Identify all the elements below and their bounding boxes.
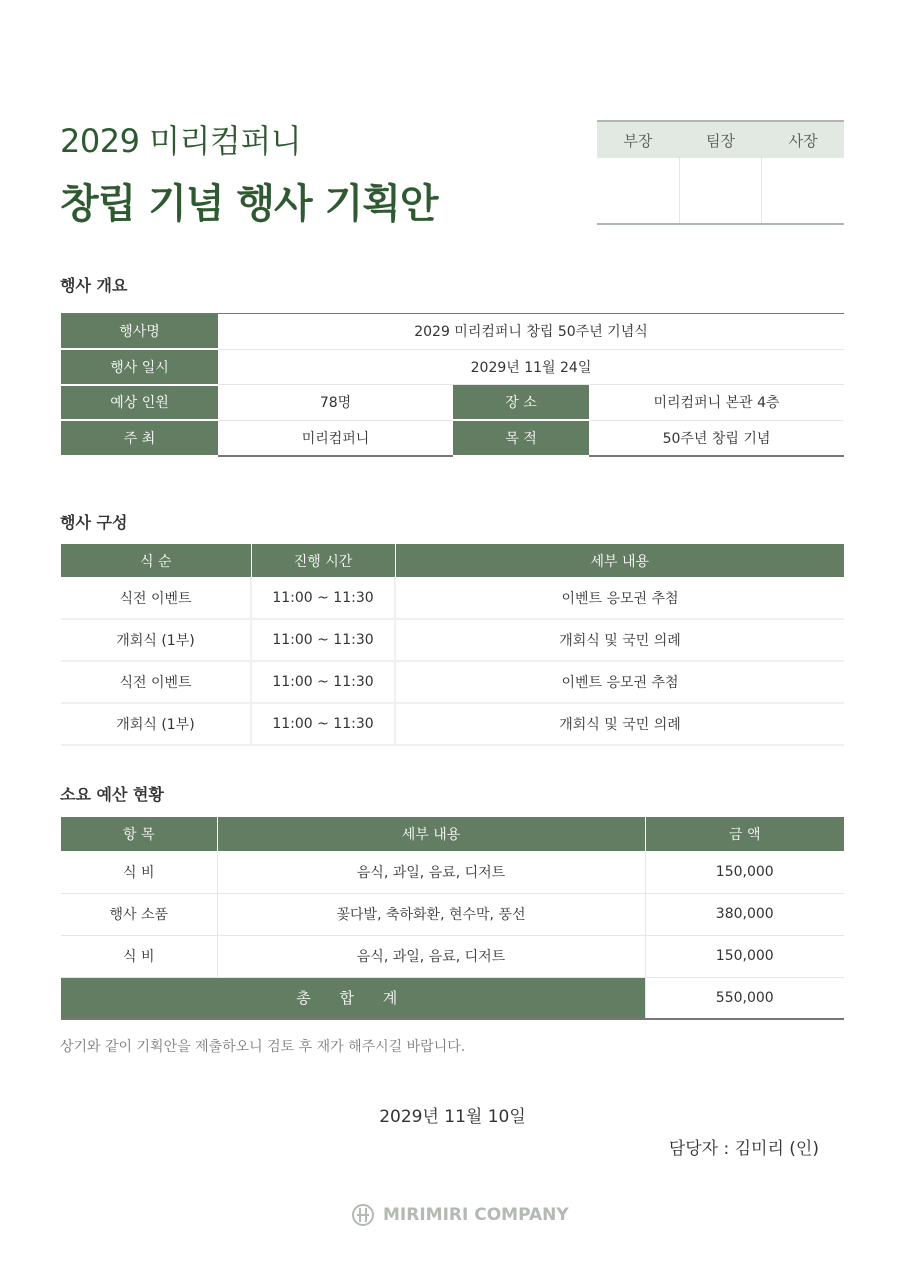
approval-sign-president[interactable] [762,158,844,224]
program-time: 11:00 ~ 11:30 [251,703,395,745]
leaf-circle-icon [351,1203,375,1227]
program-order: 개회식 (1부) [61,703,251,745]
attendees-value: 78명 [218,385,453,421]
budget-table [61,817,844,1020]
budget-total-label: 총 합 계 [61,977,645,1019]
attendees-label: 예상 인원 [61,385,218,421]
budget-item: 식 비 [61,935,217,977]
approval-box [597,120,844,225]
company-logo-text: MIRIMIRI COMPANY [383,1205,569,1225]
budget-header-detail: 세부 내용 [217,817,645,851]
budget-detail: 음식, 과일, 음료, 디저트 [217,935,645,977]
purpose-label: 목 적 [453,420,589,456]
budget-amount: 150,000 [645,851,844,893]
purpose-value: 50주년 창립 기념 [589,420,844,456]
approval-sign-team-lead[interactable] [679,158,761,224]
table-row [61,703,844,745]
manager-signature: 담당자 : 김미리 (인) [668,1139,819,1159]
program-header-detail: 세부 내용 [395,544,844,577]
budget-header-item: 항 목 [61,817,217,851]
budget-amount: 150,000 [645,935,844,977]
budget-detail: 음식, 과일, 음료, 디저트 [217,851,645,893]
program-detail: 개회식 및 국민 의례 [395,703,844,745]
program-time: 11:00 ~ 11:30 [251,661,395,703]
document-title: 창립 기념 행사 기획안 [60,181,438,227]
program-order: 식전 이벤트 [61,661,251,703]
table-row [61,385,844,421]
submission-note: 상기와 같이 기획안을 제출하오니 검토 후 재가 해주시길 바랍니다. [60,1039,466,1055]
place-value: 미리컴퍼니 본관 4층 [589,385,844,421]
program-time: 11:00 ~ 11:30 [251,619,395,661]
budget-total-amount: 550,000 [645,977,844,1019]
host-label: 주 최 [61,420,218,456]
program-header-time: 진행 시간 [251,544,395,577]
overview-table [61,313,844,457]
company-logo [351,1203,569,1227]
budget-section-title: 소요 예산 현황 [60,785,164,804]
program-detail: 개회식 및 국민 의례 [395,619,844,661]
program-detail: 이벤트 응모권 추첨 [395,577,844,619]
program-header-order: 식 순 [61,544,251,577]
approval-role-president: 사장 [762,121,844,158]
table-row [61,349,844,385]
approval-sign-manager[interactable] [597,158,679,224]
place-label: 장 소 [453,385,589,421]
table-row [61,577,844,619]
approval-role-manager: 부장 [597,121,679,158]
table-row [61,935,844,977]
program-time: 11:00 ~ 11:30 [251,577,395,619]
submission-date: 2029년 11월 10일 [379,1107,526,1127]
program-detail: 이벤트 응모권 추첨 [395,661,844,703]
program-order: 개회식 (1부) [61,619,251,661]
budget-header-amount: 금 액 [645,817,844,851]
company-line: 2029 미리컴퍼니 [60,122,302,160]
budget-item: 행사 소품 [61,893,217,935]
table-row [61,420,844,456]
event-date-label: 행사 일시 [61,349,218,385]
program-order: 식전 이벤트 [61,577,251,619]
event-name-label: 행사명 [61,314,218,350]
budget-total-row [61,977,844,1019]
table-row [61,314,844,350]
budget-item: 식 비 [61,851,217,893]
table-row [61,661,844,703]
budget-amount: 380,000 [645,893,844,935]
program-section-title: 행사 구성 [60,513,128,532]
table-row [61,619,844,661]
table-row [61,893,844,935]
table-row [61,851,844,893]
host-value: 미리컴퍼니 [218,420,453,456]
overview-section-title: 행사 개요 [60,276,128,295]
budget-detail: 꽃다발, 축하화환, 현수막, 풍선 [217,893,645,935]
approval-role-team-lead: 팀장 [679,121,761,158]
event-name-value: 2029 미리컴퍼니 창립 50주년 기념식 [218,314,844,350]
event-date-value: 2029년 11월 24일 [218,349,844,385]
program-table [61,544,844,746]
